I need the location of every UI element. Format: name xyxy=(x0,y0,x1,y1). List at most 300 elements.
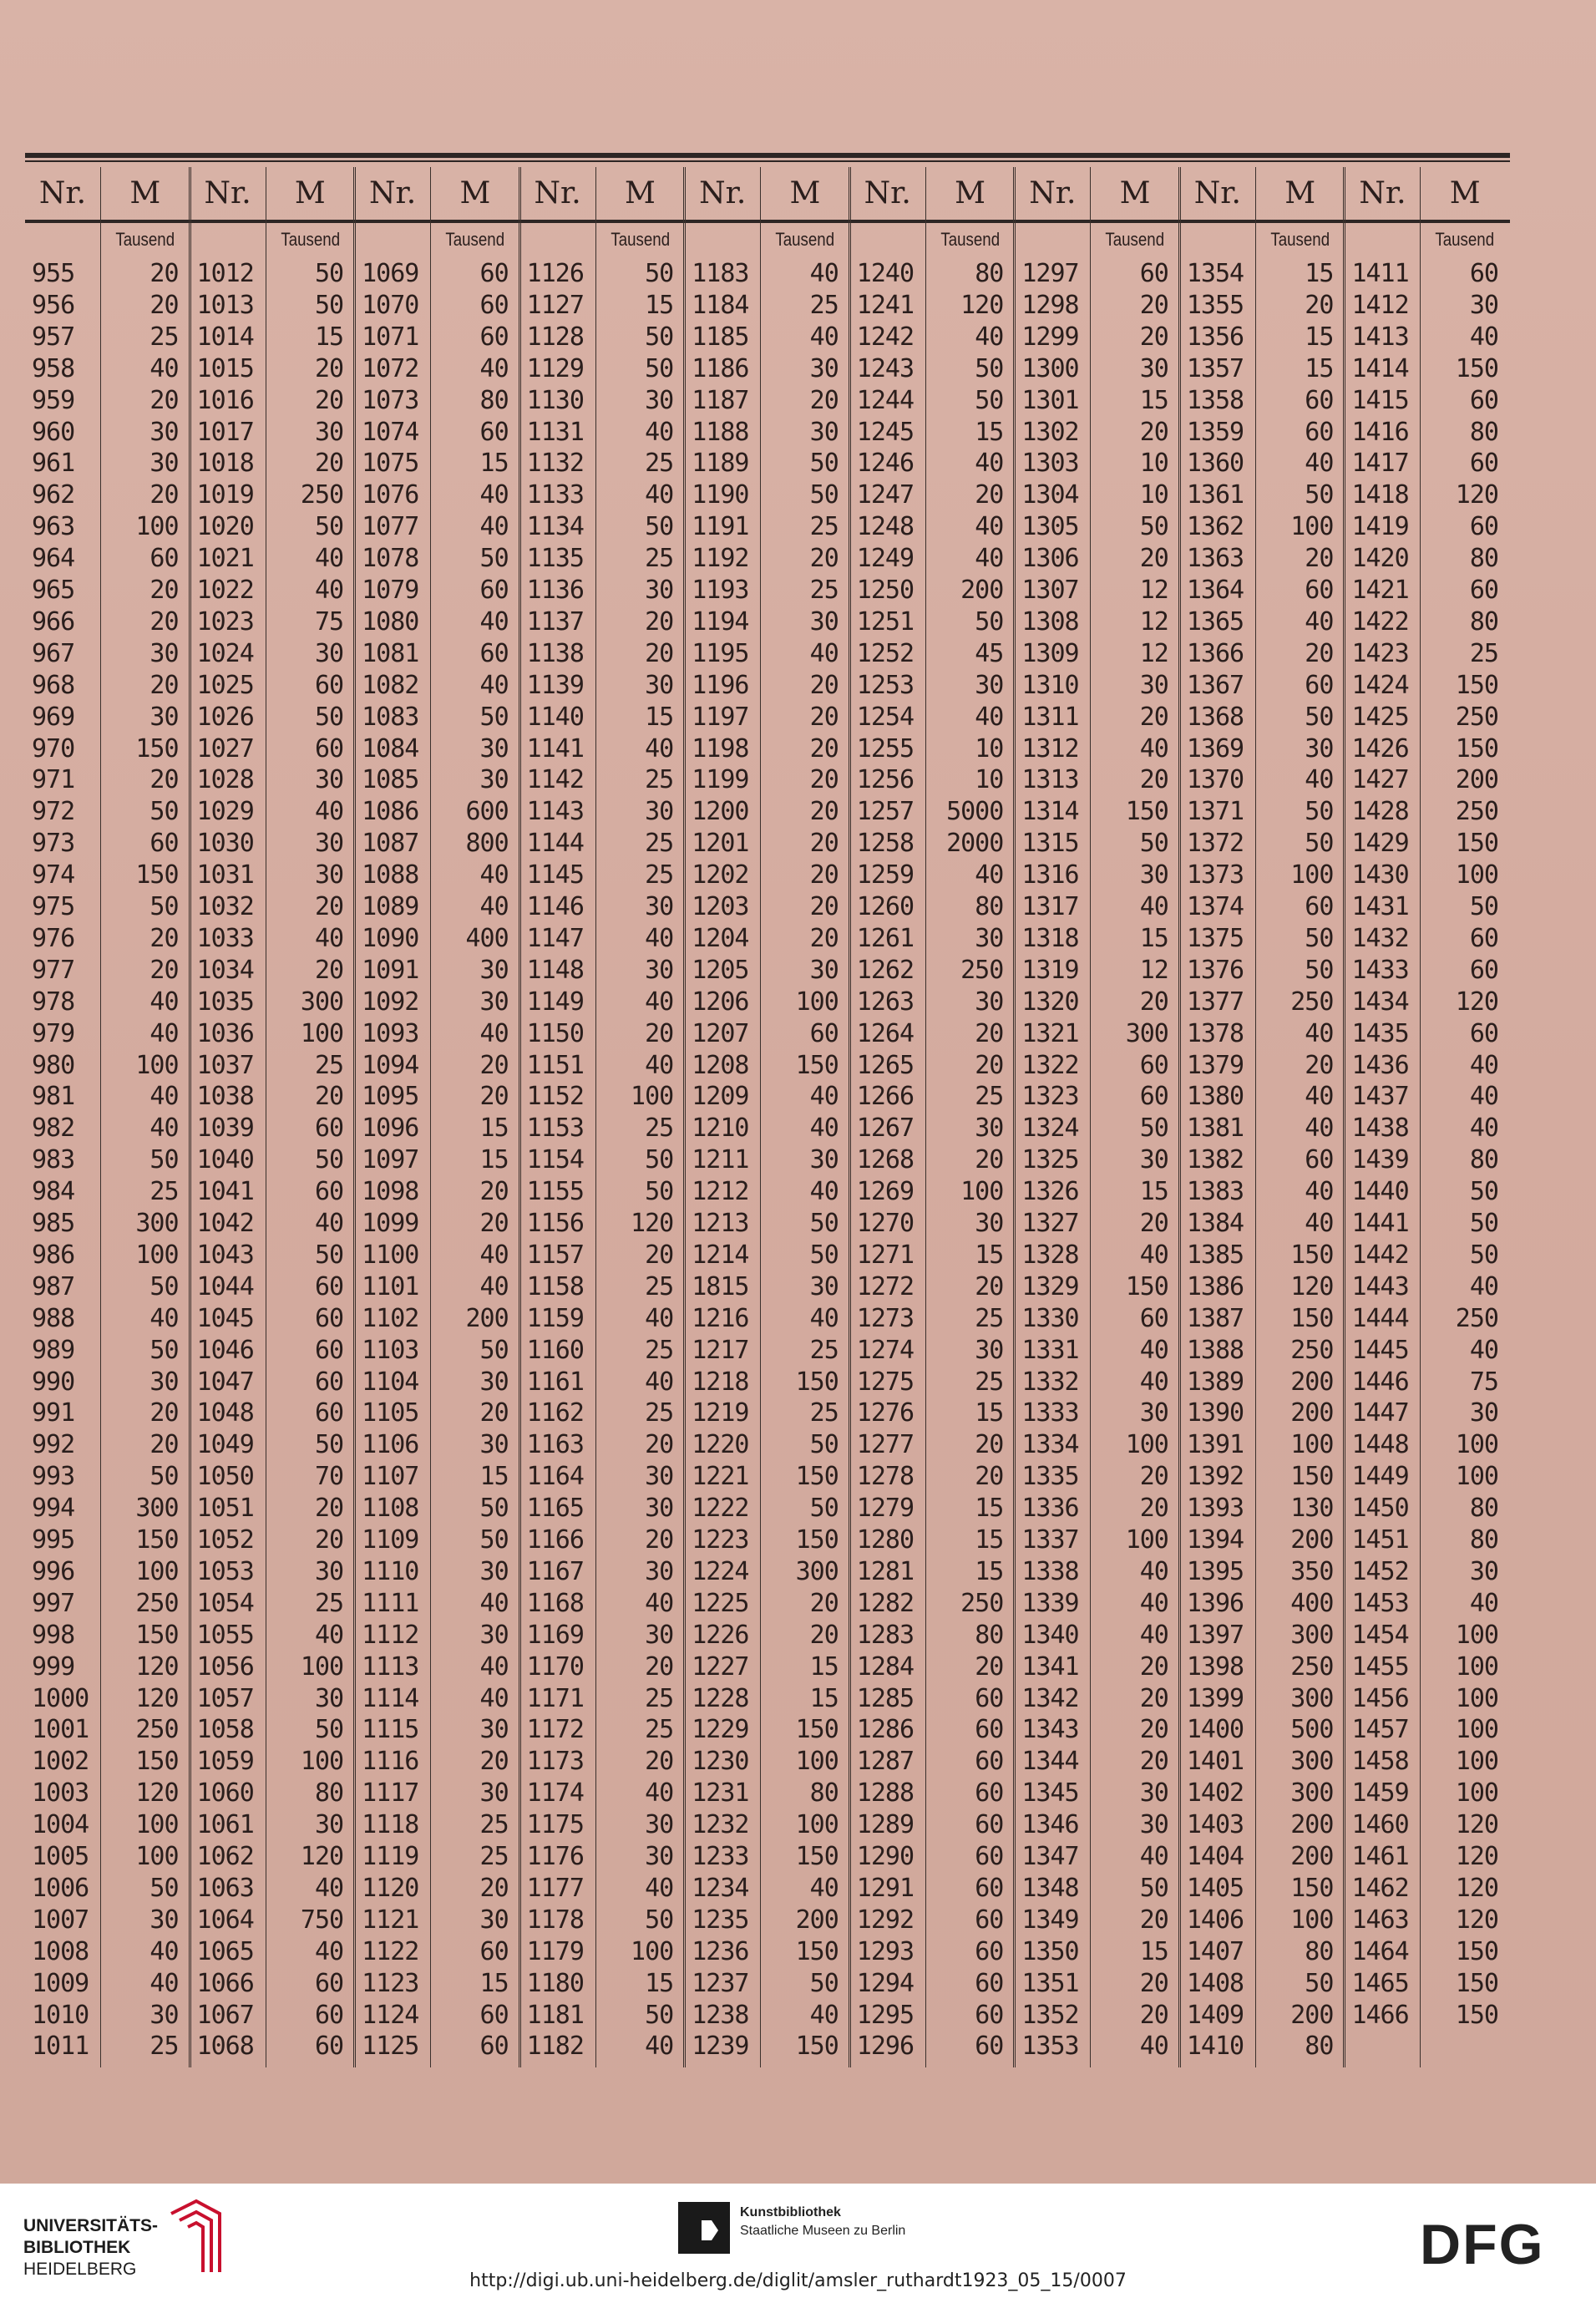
table-cell-nr: 1004 xyxy=(32,1810,89,1840)
table-cell-nr: 1358 xyxy=(1186,385,1244,415)
table-cell-m: 30 xyxy=(479,1715,509,1745)
table-cell-nr: 1086 xyxy=(362,797,419,827)
table-cell-nr: 1454 xyxy=(1351,1620,1409,1650)
table-cell-m: 40 xyxy=(1469,1588,1498,1618)
table-cell-m: 150 xyxy=(795,1842,839,1871)
table-cell-nr: 1227 xyxy=(692,1651,749,1682)
table-cell-m: 20 xyxy=(809,892,839,921)
table-cell-m: 60 xyxy=(1305,1145,1334,1175)
table-cell-nr: 1332 xyxy=(1021,1367,1079,1397)
table-cell-m: 50 xyxy=(1305,1968,1334,1998)
table-cell-m: 400 xyxy=(465,923,509,953)
table-cell-nr: 1051 xyxy=(196,1494,254,1524)
table-cell-nr: 1230 xyxy=(692,1747,749,1777)
table-cell-nr: 958 xyxy=(32,353,75,383)
table-cell-nr: 1331 xyxy=(1021,1335,1079,1365)
table-cell-nr: 1381 xyxy=(1186,1113,1244,1144)
table-cell-m: 30 xyxy=(975,1113,1004,1144)
table-cell-m: 120 xyxy=(1455,480,1498,510)
table-cell-m: 30 xyxy=(645,1620,674,1650)
table-cell-m: 40 xyxy=(314,1936,344,1966)
table-cell-nr: 1354 xyxy=(1186,259,1244,288)
table-cell-nr: 1156 xyxy=(526,1209,584,1238)
table-cell-m: 250 xyxy=(1455,1303,1498,1333)
table-cell-m: 130 xyxy=(1290,1494,1334,1524)
table-cell-nr: 1143 xyxy=(526,797,584,827)
table-cell-nr: 1174 xyxy=(526,1778,584,1808)
table-cell-m: 200 xyxy=(1290,2000,1334,2030)
table-cell-m: 150 xyxy=(795,1050,839,1080)
table-cell-m: 60 xyxy=(1469,923,1498,953)
table-cell-nr: 1031 xyxy=(196,860,254,890)
table-cell-m: 30 xyxy=(1139,1778,1168,1808)
table-cell-nr: 1128 xyxy=(526,322,584,352)
table-cell-m: 40 xyxy=(1469,1082,1498,1112)
table-cell-nr: 996 xyxy=(32,1556,75,1586)
table-cell-m: 75 xyxy=(1469,1367,1498,1397)
table-cell-m: 20 xyxy=(975,1145,1004,1175)
table-cell-m: 20 xyxy=(809,544,839,574)
table-cell-m: 20 xyxy=(479,1177,509,1207)
table-cell-nr: 1183 xyxy=(692,259,749,288)
table-cell-nr: 1216 xyxy=(692,1303,749,1333)
table-cell-nr: 1102 xyxy=(362,1303,419,1333)
table-cell-nr: 1252 xyxy=(856,638,915,668)
table-cell-nr: 1344 xyxy=(1021,1747,1079,1777)
table-cell-nr: 976 xyxy=(32,923,75,953)
table-cell-m: 50 xyxy=(645,2000,674,2030)
table-cell-m: 25 xyxy=(149,1177,179,1207)
header-nr-9: Nr. xyxy=(1359,176,1406,211)
table-cell-nr: 1464 xyxy=(1351,1936,1409,1966)
table-cell-nr: 1242 xyxy=(856,322,915,352)
table-cell-m: 60 xyxy=(975,2032,1004,2062)
table-cell-nr: 1323 xyxy=(1021,1082,1079,1112)
table-cell-nr: 1257 xyxy=(856,797,915,827)
table-cell-m: 25 xyxy=(645,1683,674,1713)
table-cell-m: 60 xyxy=(314,1303,344,1333)
table-cell-nr: 1176 xyxy=(526,1842,584,1871)
table-cell-nr: 1059 xyxy=(196,1747,254,1777)
table-cell-nr: 1262 xyxy=(856,955,915,985)
table-cell-m: 20 xyxy=(149,765,179,795)
table-cell-nr: 995 xyxy=(32,1525,75,1555)
table-cell-nr: 1198 xyxy=(692,733,749,763)
table-cell-nr: 1250 xyxy=(856,576,915,605)
table-cell-m: 60 xyxy=(1305,576,1334,605)
table-cell-m: 30 xyxy=(809,417,839,447)
table-cell-nr: 1036 xyxy=(196,1018,254,1048)
table-cell-nr: 1060 xyxy=(196,1778,254,1808)
table-cell-m: 150 xyxy=(1455,1936,1498,1966)
table-cell-m: 50 xyxy=(314,1715,344,1745)
table-cell-nr: 1012 xyxy=(196,259,254,288)
table-cell-nr: 973 xyxy=(32,829,75,859)
table-cell-m: 40 xyxy=(149,987,179,1017)
table-cell-m: 60 xyxy=(314,1113,344,1144)
table-cell-nr: 1218 xyxy=(692,1367,749,1397)
table-cell-m: 200 xyxy=(1290,1525,1334,1555)
table-cell-m: 60 xyxy=(479,638,509,668)
table-cell-nr: 1343 xyxy=(1021,1715,1079,1745)
table-cell-nr: 1310 xyxy=(1021,670,1079,700)
table-cell-m: 50 xyxy=(1139,829,1168,859)
table-cell-nr: 1055 xyxy=(196,1620,254,1650)
table-cell-nr: 959 xyxy=(32,385,75,415)
table-cell-nr: 1281 xyxy=(856,1556,915,1586)
table-cell-nr: 1400 xyxy=(1186,1715,1244,1745)
table-cell-nr: 1194 xyxy=(692,606,749,637)
table-cell-nr: 1290 xyxy=(856,1842,915,1871)
table-cell-m: 60 xyxy=(975,1873,1004,1903)
table-cell-m: 250 xyxy=(135,1588,179,1618)
unit-label-6: Tausend xyxy=(940,229,1000,250)
top-double-rule xyxy=(25,153,1510,162)
table-cell-m: 250 xyxy=(960,1588,1004,1618)
table-cell-nr: 1236 xyxy=(692,1936,749,1966)
table-cell-m: 15 xyxy=(975,1240,1004,1270)
table-cell-m: 40 xyxy=(645,1367,674,1397)
table-cell-nr: 1179 xyxy=(526,1936,584,1966)
table-cell-nr: 1234 xyxy=(692,1873,749,1903)
ub-heidelberg-logo-icon xyxy=(163,2197,225,2276)
table-cell-nr: 1275 xyxy=(856,1367,915,1397)
table-cell-m: 40 xyxy=(479,1018,509,1048)
table-cell-m: 12 xyxy=(1139,955,1168,985)
table-cell-nr: 1196 xyxy=(692,670,749,700)
table-cell-nr: 1284 xyxy=(856,1651,915,1682)
table-cell-m: 150 xyxy=(795,1462,839,1492)
table-cell-m: 300 xyxy=(1125,1018,1168,1048)
table-cell-m: 40 xyxy=(479,353,509,383)
table-cell-nr: 1003 xyxy=(32,1778,89,1808)
table-cell-m: 25 xyxy=(809,1398,839,1428)
table-cell-m: 20 xyxy=(1139,1651,1168,1682)
table-cell-nr: 1325 xyxy=(1021,1145,1079,1175)
table-cell-m: 120 xyxy=(135,1778,179,1808)
permalink-url[interactable]: http://digi.ub.uni-heidelberg.de/diglit/amsler_ruthardt1923_05_15/0007 xyxy=(469,2270,1127,2291)
table-cell-m: 60 xyxy=(314,1271,344,1301)
table-cell-nr: 1352 xyxy=(1021,2000,1079,2030)
table-cell-m: 20 xyxy=(645,638,674,668)
table-cell-nr: 1238 xyxy=(692,2000,749,2030)
table-cell-nr: 1089 xyxy=(362,892,419,921)
table-cell-nr: 1087 xyxy=(362,829,419,859)
table-cell-m: 25 xyxy=(314,1588,344,1618)
table-cell-m: 200 xyxy=(1290,1810,1334,1840)
table-cell-m: 25 xyxy=(645,765,674,795)
table-cell-m: 40 xyxy=(1305,606,1334,637)
table-cell-m: 150 xyxy=(795,1367,839,1397)
table-cell-m: 60 xyxy=(975,1968,1004,1998)
table-cell-nr: 982 xyxy=(32,1113,75,1144)
table-cell-m: 50 xyxy=(975,606,1004,637)
table-cell-m: 120 xyxy=(631,1209,674,1238)
table-cell-m: 50 xyxy=(975,385,1004,415)
table-cell-nr: 1347 xyxy=(1021,1842,1079,1871)
table-cell-nr: 1265 xyxy=(856,1050,915,1080)
table-cell-m: 20 xyxy=(1139,1905,1168,1935)
table-cell-m: 60 xyxy=(1139,259,1168,288)
table-cell-m: 200 xyxy=(960,576,1004,605)
table-cell-m: 150 xyxy=(1455,670,1498,700)
table-cell-m: 40 xyxy=(975,449,1004,479)
table-cell-nr: 1129 xyxy=(526,353,584,383)
table-cell-nr: 1337 xyxy=(1021,1525,1079,1555)
table-cell-m: 60 xyxy=(975,1936,1004,1966)
table-cell-nr: 1415 xyxy=(1351,385,1409,415)
table-cell-m: 60 xyxy=(479,2032,509,2062)
table-cell-m: 10 xyxy=(975,765,1004,795)
table-cell-m: 40 xyxy=(1305,1177,1334,1207)
table-cell-nr: 1376 xyxy=(1186,955,1244,985)
table-cell-nr: 1395 xyxy=(1186,1556,1244,1586)
table-cell-m: 20 xyxy=(1139,1968,1168,1998)
unit-label-2: Tausend xyxy=(280,229,340,250)
header-m-1: M xyxy=(129,176,161,211)
table-cell-m: 15 xyxy=(479,449,509,479)
unit-label-7: Tausend xyxy=(1105,229,1165,250)
table-cell-nr: 1008 xyxy=(32,1936,89,1966)
table-cell-nr: 1360 xyxy=(1186,449,1244,479)
table-cell-nr: 1338 xyxy=(1021,1556,1079,1586)
table-cell-nr: 1378 xyxy=(1186,1018,1244,1048)
table-cell-m: 60 xyxy=(314,1335,344,1365)
table-cell-m: 20 xyxy=(1139,544,1168,574)
table-cell-m: 25 xyxy=(809,1335,839,1365)
table-cell-m: 150 xyxy=(795,1936,839,1966)
table-cell-m: 20 xyxy=(1139,417,1168,447)
table-cell-nr: 1425 xyxy=(1351,702,1409,732)
table-cell-m: 50 xyxy=(149,1335,179,1365)
table-cell-m: 30 xyxy=(149,1905,179,1935)
table-cell-m: 15 xyxy=(975,417,1004,447)
table-cell-nr: 1374 xyxy=(1186,892,1244,921)
table-cell-nr: 1040 xyxy=(196,1145,254,1175)
table-cell-m: 12 xyxy=(1139,576,1168,605)
table-cell-nr: 1030 xyxy=(196,829,254,859)
table-cell-m: 30 xyxy=(314,1683,344,1713)
table-cell-nr: 1058 xyxy=(196,1715,254,1745)
table-cell-nr: 1294 xyxy=(856,1968,915,1998)
table-cell-m: 40 xyxy=(149,1018,179,1048)
table-cell-m: 30 xyxy=(645,1810,674,1840)
table-cell-m: 40 xyxy=(975,544,1004,574)
table-cell-m: 60 xyxy=(809,1018,839,1048)
table-cell-m: 80 xyxy=(1469,1525,1498,1555)
dfg-logo[interactable]: DFG xyxy=(1420,2213,1545,2276)
table-cell-m: 20 xyxy=(645,1240,674,1270)
table-cell-nr: 1304 xyxy=(1021,480,1079,510)
table-cell-nr: 1457 xyxy=(1351,1715,1409,1745)
table-cell-nr: 1110 xyxy=(362,1556,419,1586)
table-cell-m: 60 xyxy=(314,2032,344,2062)
table-cell-nr: 1452 xyxy=(1351,1556,1409,1586)
table-cell-m: 50 xyxy=(645,322,674,352)
table-cell-nr: 1033 xyxy=(196,923,254,953)
table-cell-m: 20 xyxy=(149,1430,179,1460)
table-cell-m: 50 xyxy=(975,353,1004,383)
table-cell-m: 60 xyxy=(314,1177,344,1207)
table-cell-m: 30 xyxy=(809,1271,839,1301)
table-cell-m: 150 xyxy=(1455,2000,1498,2030)
table-cell-nr: 1006 xyxy=(32,1873,89,1903)
table-cell-m: 60 xyxy=(975,1905,1004,1935)
table-cell-nr: 963 xyxy=(32,512,75,542)
table-cell-m: 20 xyxy=(314,955,344,985)
table-cell-nr: 1349 xyxy=(1021,1905,1079,1935)
table-cell-nr: 1396 xyxy=(1186,1588,1244,1618)
table-cell-nr: 1125 xyxy=(362,2032,419,2062)
table-cell-m: 150 xyxy=(1125,1271,1168,1301)
table-cell-m: 20 xyxy=(1305,638,1334,668)
table-cell-nr: 1150 xyxy=(526,1018,584,1048)
table-cell-m: 80 xyxy=(1469,544,1498,574)
table-cell-m: 30 xyxy=(314,1810,344,1840)
table-cell-nr: 1276 xyxy=(856,1398,915,1428)
table-cell-m: 20 xyxy=(1139,702,1168,732)
kunstbibliothek-text[interactable] xyxy=(740,2204,905,2240)
table-cell-m: 100 xyxy=(631,1082,674,1112)
table-cell-nr: 1052 xyxy=(196,1525,254,1555)
table-cell-m: 20 xyxy=(479,1050,509,1080)
table-cell-nr: 1007 xyxy=(32,1905,89,1935)
table-cell-nr: 1328 xyxy=(1021,1240,1079,1270)
table-cell-nr: 1088 xyxy=(362,860,419,890)
table-cell-m: 20 xyxy=(149,480,179,510)
group-divider xyxy=(353,167,358,2067)
table-cell-m: 40 xyxy=(1469,322,1498,352)
table-cell-m: 50 xyxy=(645,1905,674,1935)
table-cell-nr: 1118 xyxy=(362,1810,419,1840)
table-cell-nr: 1403 xyxy=(1186,1810,1244,1840)
table-cell-nr: 1427 xyxy=(1351,765,1409,795)
table-cell-m: 40 xyxy=(1305,1018,1334,1048)
table-cell-nr: 977 xyxy=(32,955,75,985)
table-cell-m: 30 xyxy=(479,987,509,1017)
table-cell-nr: 1446 xyxy=(1351,1367,1409,1397)
table-cell-m: 30 xyxy=(314,860,344,890)
table-cell-nr: 1158 xyxy=(526,1271,584,1301)
table-cell-nr: 1045 xyxy=(196,1303,254,1333)
table-cell-nr: 1292 xyxy=(856,1905,915,1935)
table-cell-m: 25 xyxy=(645,829,674,859)
table-cell-m: 100 xyxy=(1455,1683,1498,1713)
table-cell-nr: 1448 xyxy=(1351,1430,1409,1460)
table-cell-nr: 1223 xyxy=(692,1525,749,1555)
table-cell-nr: 1153 xyxy=(526,1113,584,1144)
group-divider xyxy=(189,167,194,2067)
table-cell-nr: 1455 xyxy=(1351,1651,1409,1682)
table-cell-nr: 1037 xyxy=(196,1050,254,1080)
table-cell-m: 20 xyxy=(809,733,839,763)
table-cell-m: 50 xyxy=(1139,1873,1168,1903)
table-cell-m: 40 xyxy=(479,606,509,637)
header-nr-8: Nr. xyxy=(1193,176,1241,211)
table-cell-nr: 1244 xyxy=(856,385,915,415)
table-cell-m: 40 xyxy=(149,1936,179,1966)
table-cell-m: 25 xyxy=(645,1398,674,1428)
table-cell-m: 100 xyxy=(1125,1525,1168,1555)
table-cell-nr: 1364 xyxy=(1186,576,1244,605)
table-cell-nr: 1277 xyxy=(856,1430,915,1460)
table-cell-m: 80 xyxy=(1305,1936,1334,1966)
table-cell-m: 20 xyxy=(975,480,1004,510)
table-cell-m: 30 xyxy=(314,765,344,795)
table-cell-m: 25 xyxy=(975,1082,1004,1112)
table-cell-nr: 1095 xyxy=(362,1082,419,1112)
table-cell-m: 30 xyxy=(479,1430,509,1460)
table-cell-nr: 1034 xyxy=(196,955,254,985)
table-cell-nr: 1321 xyxy=(1021,1018,1079,1048)
table-cell-m: 15 xyxy=(1139,1936,1168,1966)
table-cell-nr: 1417 xyxy=(1351,449,1409,479)
table-cell-m: 50 xyxy=(809,1968,839,1998)
table-cell-m: 60 xyxy=(975,1747,1004,1777)
table-cell-nr: 1253 xyxy=(856,670,915,700)
table-cell-m: 30 xyxy=(149,417,179,447)
table-cell-nr: 1070 xyxy=(362,290,419,320)
table-cell-nr: 1365 xyxy=(1186,606,1244,637)
table-cell-m: 150 xyxy=(1455,829,1498,859)
table-cell-m: 20 xyxy=(314,892,344,921)
table-cell-m: 30 xyxy=(479,1905,509,1935)
table-cell-nr: 1050 xyxy=(196,1462,254,1492)
table-cell-m: 25 xyxy=(809,512,839,542)
table-cell-m: 300 xyxy=(1290,1683,1334,1713)
table-cell-nr: 981 xyxy=(32,1082,75,1112)
table-cell-m: 200 xyxy=(795,1905,839,1935)
table-cell-nr: 1009 xyxy=(32,1968,89,1998)
unit-label-3: Tausend xyxy=(445,229,505,250)
table-cell-m: 40 xyxy=(645,1873,674,1903)
table-cell-m: 40 xyxy=(809,322,839,352)
table-cell-m: 40 xyxy=(975,322,1004,352)
table-cell-m: 100 xyxy=(1290,1905,1334,1935)
table-cell-nr: 1160 xyxy=(526,1335,584,1365)
table-cell-nr: 1384 xyxy=(1186,1209,1244,1238)
table-cell-nr: 1333 xyxy=(1021,1398,1079,1428)
table-cell-m: 20 xyxy=(149,955,179,985)
table-cell-nr: 1100 xyxy=(362,1240,419,1270)
header-nr-2: Nr. xyxy=(204,176,251,211)
table-cell-nr: 1399 xyxy=(1186,1683,1244,1713)
table-cell-m: 50 xyxy=(1469,1177,1498,1207)
table-cell-nr: 1361 xyxy=(1186,480,1244,510)
table-cell-nr: 1038 xyxy=(196,1082,254,1112)
table-cell-nr: 1289 xyxy=(856,1810,915,1840)
table-cell-nr: 1451 xyxy=(1351,1525,1409,1555)
table-cell-nr: 1047 xyxy=(196,1367,254,1397)
table-cell-m: 120 xyxy=(1290,1271,1334,1301)
table-cell-nr: 1303 xyxy=(1021,449,1079,479)
table-cell-nr: 1266 xyxy=(856,1082,915,1112)
table-cell-m: 40 xyxy=(975,512,1004,542)
table-cell-m: 20 xyxy=(1139,765,1168,795)
table-cell-nr: 1076 xyxy=(362,480,419,510)
table-cell-m: 120 xyxy=(135,1651,179,1682)
table-cell-nr: 1228 xyxy=(692,1683,749,1713)
table-cell-m: 50 xyxy=(645,512,674,542)
table-cell-m: 150 xyxy=(1455,353,1498,383)
table-cell-m: 60 xyxy=(149,829,179,859)
table-cell-nr: 1345 xyxy=(1021,1778,1079,1808)
table-cell-m: 50 xyxy=(479,544,509,574)
table-cell-m: 50 xyxy=(1305,797,1334,827)
table-cell-nr: 1225 xyxy=(692,1588,749,1618)
table-cell-m: 100 xyxy=(1125,1430,1168,1460)
table-cell-m: 40 xyxy=(479,1240,509,1270)
